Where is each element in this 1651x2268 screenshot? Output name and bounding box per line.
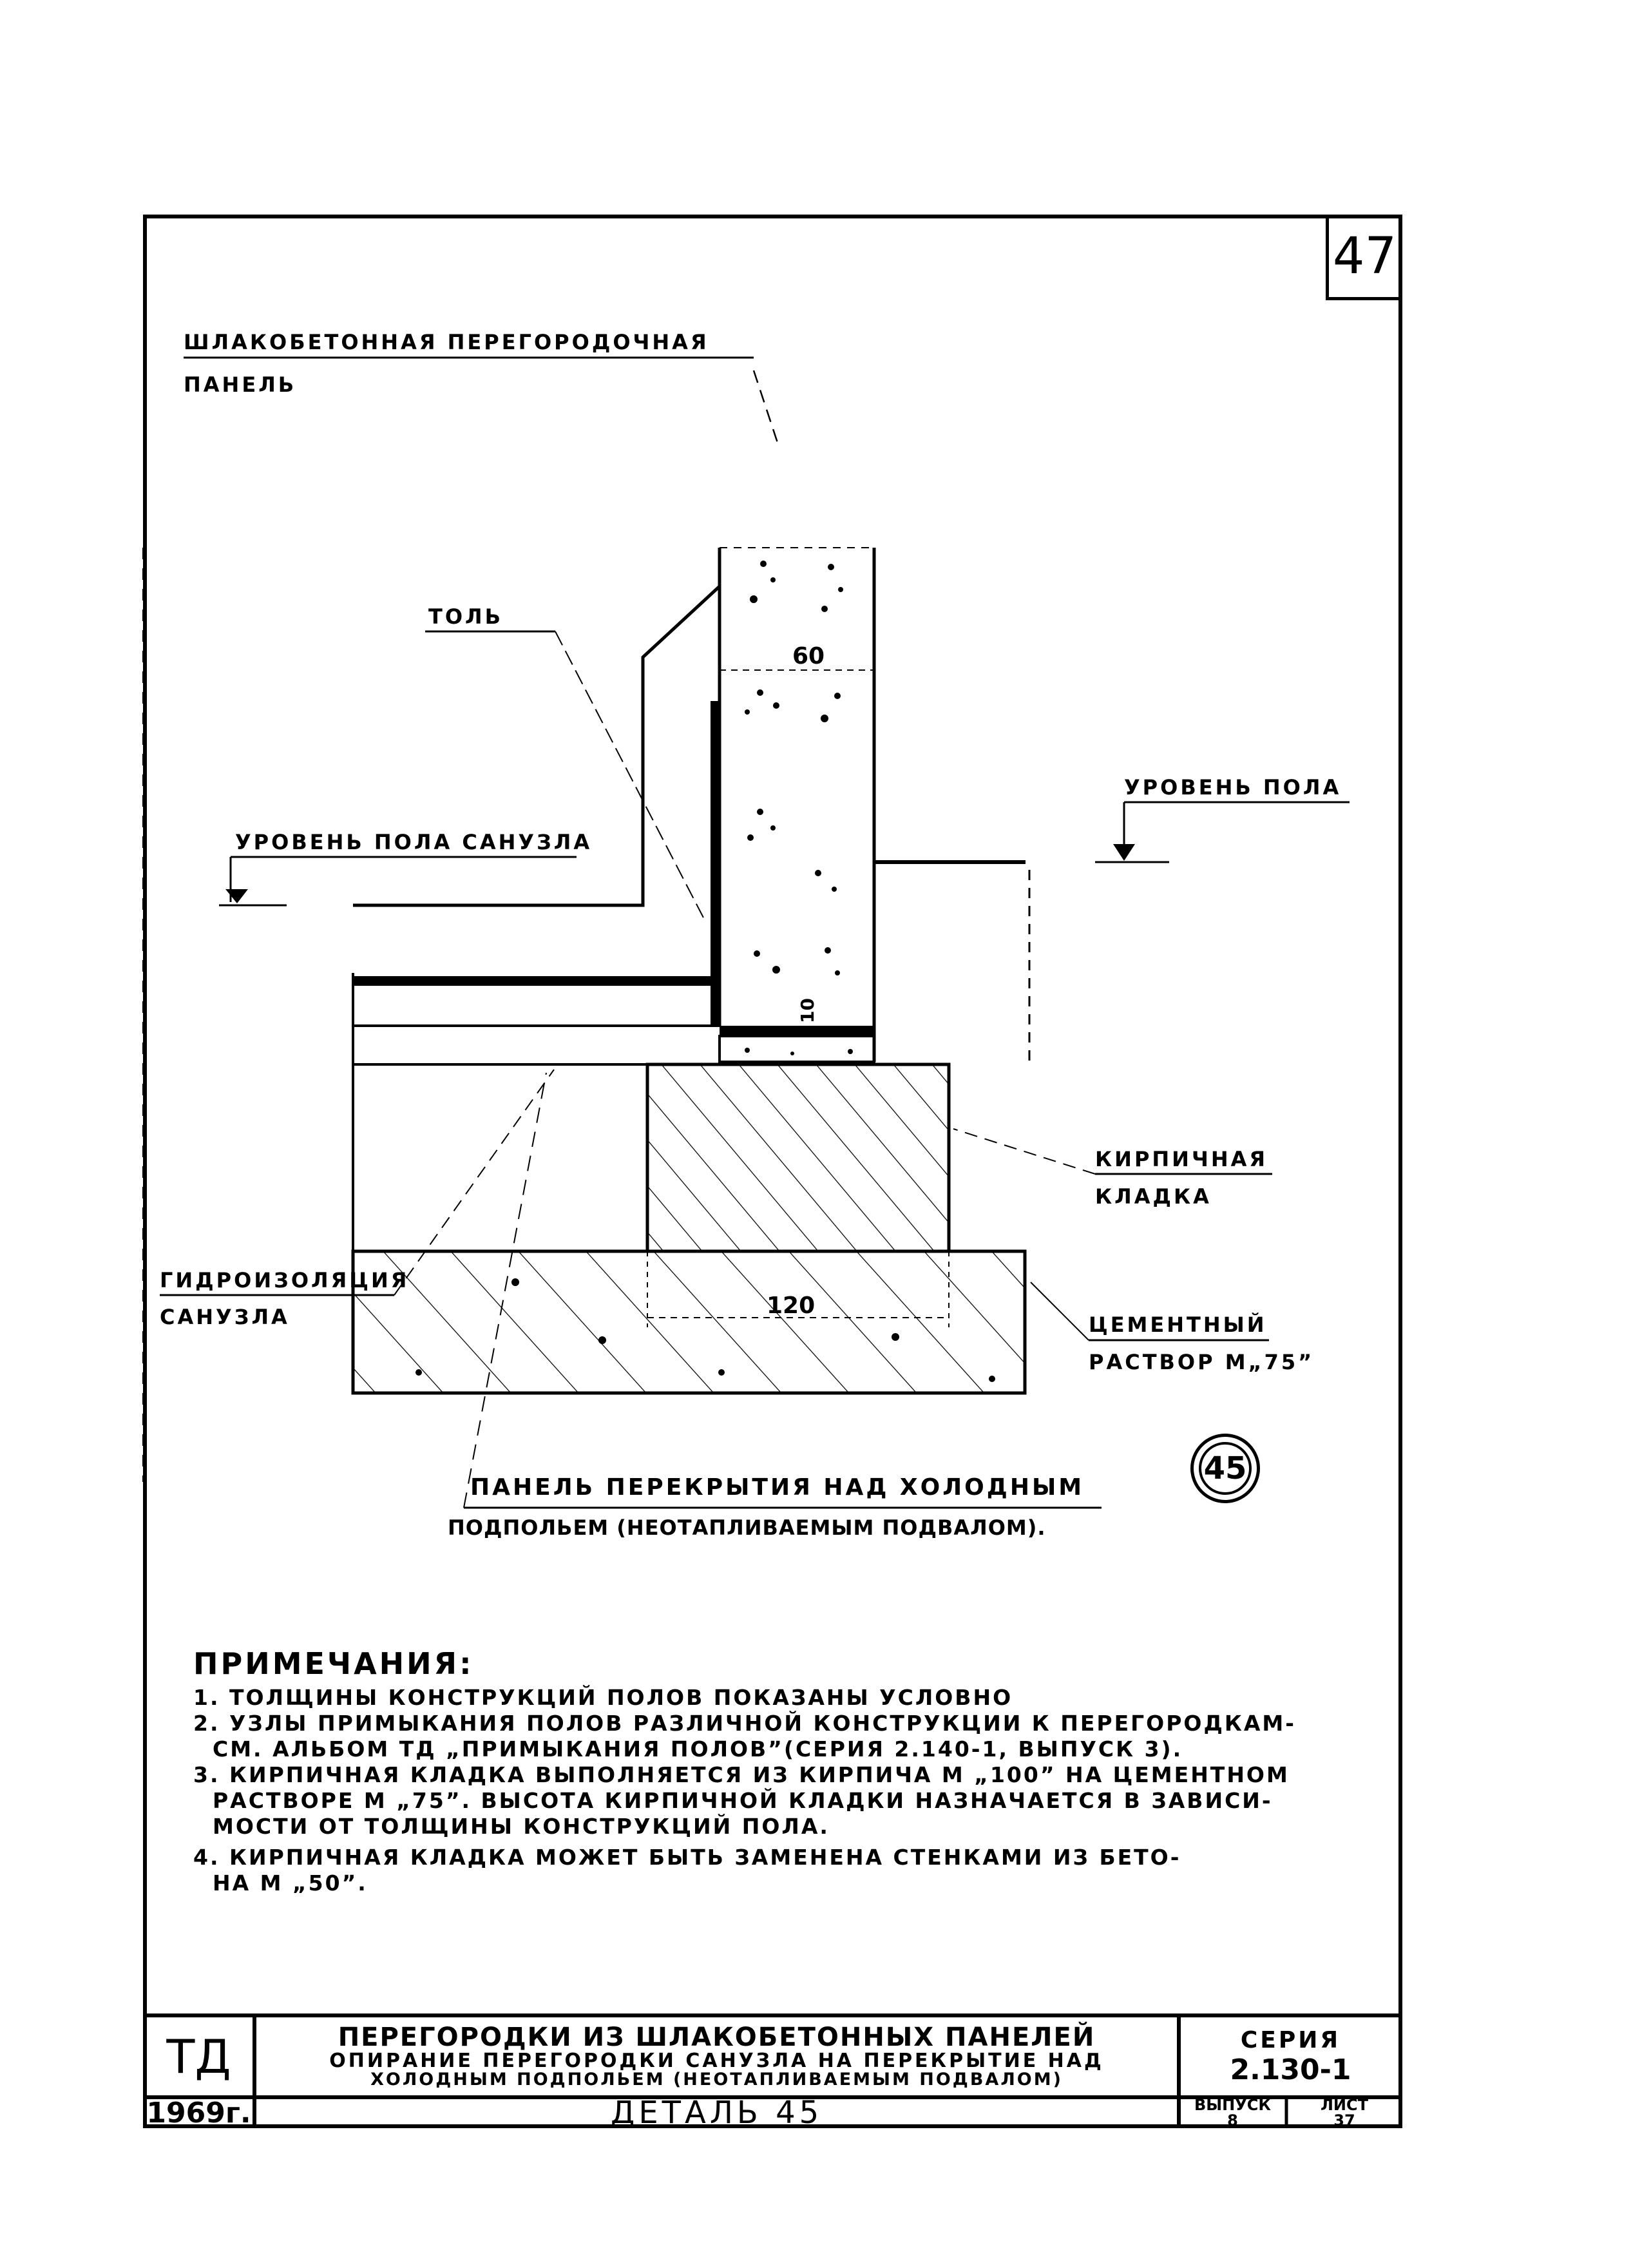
stamp-title-3: ХОЛОДНЫМ ПОДПОЛЬЕМ (НЕОТАПЛИВАЕМЫМ ПОДВАЛОМ) xyxy=(370,2070,1063,2090)
slab-label-1: ПАНЕЛЬ ПЕРЕКРЫТИЯ НАД ХОЛОДНЫМ xyxy=(470,1474,1085,1501)
concrete-speckles xyxy=(745,561,853,1055)
note-4-line-1: 4. КИРПИЧНАЯ КЛАДКА МОЖЕТ БЫТЬ ЗАМЕНЕНА СТЕНКАМИ ИЗ БЕТО- xyxy=(193,1845,1181,1870)
panel-label-2: ПАНЕЛЬ xyxy=(184,372,297,397)
stamp-issue-value: 8 xyxy=(1227,2111,1238,2129)
brick-label-2: КЛАДКА xyxy=(1095,1184,1212,1209)
waterproof-label-1: ГИДРОИЗОЛЯЦИЯ xyxy=(160,1268,410,1293)
panel-leader xyxy=(754,370,778,445)
floor-slab xyxy=(353,1251,1025,1393)
floor-level-bath-label: УРОВЕНЬ ПОЛА САНУЗЛА xyxy=(235,830,593,854)
stamp-issue-label: ВЫПУСК xyxy=(1194,2096,1271,2114)
slab-label-2: ПОДПОЛЬЕМ (НЕОТАПЛИВАЕМЫМ ПОДВАЛОМ). xyxy=(448,1515,1046,1540)
floor-level-arrow xyxy=(1113,844,1135,861)
stamp-org: ТД xyxy=(166,2029,231,2084)
sheet-number: 47 xyxy=(1326,216,1400,300)
dim-10: 10 xyxy=(797,998,818,1023)
note-3 xyxy=(193,1762,1366,1840)
stamp-sheet xyxy=(1286,2097,1402,2128)
note-3-line-3: МОСТИ ОТ ТОЛЩИНЫ КОНСТРУКЦИЙ ПОЛА. xyxy=(213,1814,830,1839)
detail-mark xyxy=(1190,1434,1260,1503)
stamp-title-1: ПЕРЕГОРОДКИ ИЗ ШЛАКОБЕТОННЫХ ПАНЕЛЕЙ xyxy=(338,2022,1096,2052)
note-4-line-2: НА М „50”. xyxy=(213,1870,368,1896)
note-1-line-1: 1. ТОЛЩИНЫ КОНСТРУКЦИЙ ПОЛОВ ПОКАЗАНЫ УСЛОВНО xyxy=(193,1685,1013,1710)
note-4 xyxy=(193,1845,1366,1896)
brick-label-1: КИРПИЧНАЯ xyxy=(1095,1147,1268,1171)
tol-label: ТОЛЬ xyxy=(428,604,503,629)
cement-label-1: ЦЕМЕНТНЫЙ xyxy=(1089,1312,1267,1337)
note-3-line-2: РАСТВОРЕ М „75”. ВЫСОТА КИРПИЧНОЙ КЛАДКИ НАЗНАЧАЕТСЯ В ЗАВИСИ- xyxy=(213,1788,1273,1813)
title-block xyxy=(143,2013,1402,2131)
note-2-line-2: СМ. АЛЬБОМ ТД „ПРИМЫКАНИЯ ПОЛОВ”(СЕРИЯ 2.140-1, ВЫПУСК 3). xyxy=(213,1736,1183,1762)
mortar-bed xyxy=(720,1036,874,1062)
bath-level-arrow xyxy=(225,889,248,903)
stamp-sheet-value: 37 xyxy=(1333,2111,1355,2129)
note-2-line-1: 2. УЗЛЫ ПРИМЫКАНИЯ ПОЛОВ РАЗЛИЧНОЙ КОНСТРУКЦИИ К ПЕРЕГОРОДКАМ- xyxy=(193,1711,1296,1736)
panel-label-1: ШЛАКОБЕТОННАЯ ПЕРЕГОРОДОЧНАЯ xyxy=(184,330,709,354)
stamp-detail: ДЕТАЛЬ 45 xyxy=(610,2095,823,2131)
cement-label-2: РАСТВОР М„75” xyxy=(1089,1350,1315,1374)
stamp-year: 1969г. xyxy=(146,2096,251,2129)
note-3-line-1: 3. КИРПИЧНАЯ КЛАДКА ВЫПОЛНЯЕТСЯ ИЗ КИРПИЧА М „100” НА ЦЕМЕНТНОМ xyxy=(193,1762,1290,1787)
dim-60: 60 xyxy=(792,643,825,669)
notes xyxy=(193,1646,1366,1896)
stamp-series-label: СЕРИЯ xyxy=(1240,2026,1341,2053)
detail-mark-number: 45 xyxy=(1199,1442,1252,1495)
bath-waterproof-layer xyxy=(353,976,719,986)
mortar-bed-dark xyxy=(720,1026,874,1036)
notes-title: ПРИМЕЧАНИЯ: xyxy=(193,1646,474,1681)
tol-leader xyxy=(555,631,705,921)
waterproof-label-2: САНУЗЛА xyxy=(160,1305,290,1329)
cement-leader xyxy=(1031,1282,1089,1340)
note-1 xyxy=(193,1685,1366,1711)
stamp-title-2: ОПИРАНИЕ ПЕРЕГОРОДКИ САНУЗЛА НА ПЕРЕКРЫТИЕ НАД xyxy=(329,2049,1104,2072)
stamp-sheet-label: ЛИСТ xyxy=(1320,2096,1368,2114)
brick-masonry xyxy=(647,1064,949,1251)
stamp-series-value: 2.130-1 xyxy=(1230,2053,1351,2086)
brick-leader xyxy=(953,1129,1095,1174)
dim-120: 120 xyxy=(767,1293,816,1319)
note-2 xyxy=(193,1711,1366,1762)
floor-level-label: УРОВЕНЬ ПОЛА xyxy=(1124,775,1342,800)
stamp-series xyxy=(1179,2015,1402,2097)
stamp-title xyxy=(254,2015,1179,2097)
stamp-issue xyxy=(1179,2097,1286,2128)
